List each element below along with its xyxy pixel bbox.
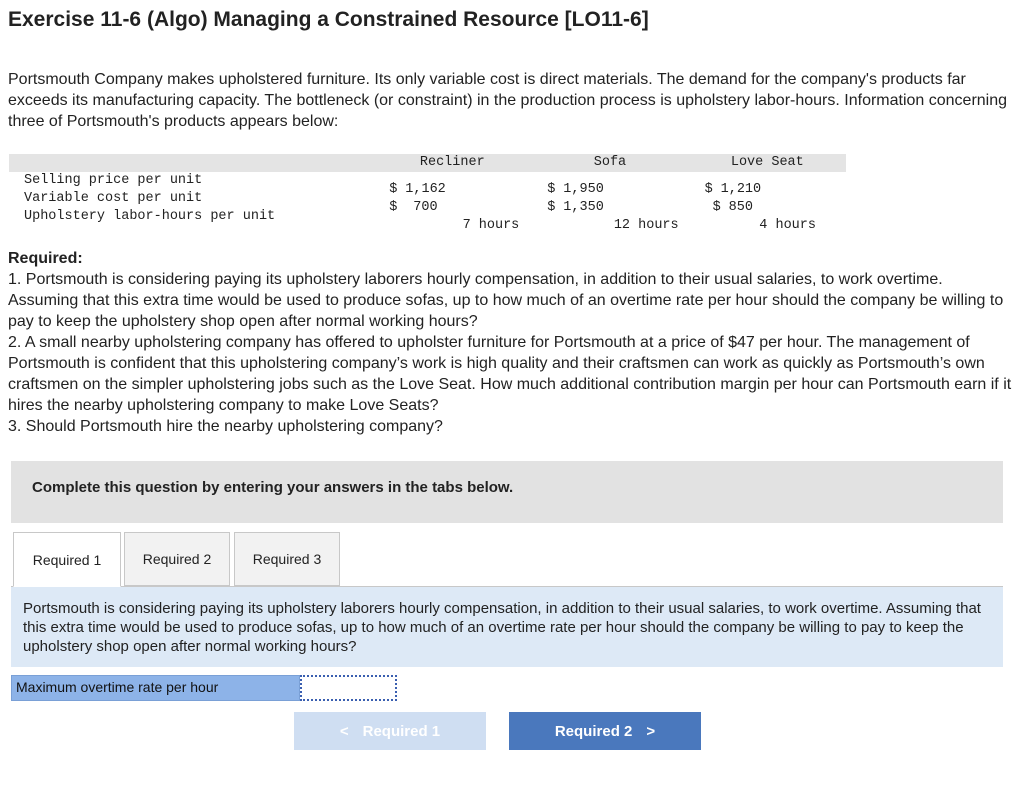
table-cell: 850 xyxy=(728,200,753,215)
tab-required-3[interactable]: Required 3 xyxy=(234,532,340,586)
currency-symbol: $ xyxy=(547,200,556,215)
table-cell: 12 hours xyxy=(613,218,679,233)
row-label: Upholstery labor-hours per unit xyxy=(24,209,276,224)
required-item-3: 3. Should Portsmouth hire the nearby upholstering company? xyxy=(8,418,443,435)
table-cell: 1,210 xyxy=(720,182,762,197)
column-header: Love Seat xyxy=(730,155,804,170)
currency-symbol: $ xyxy=(389,200,398,215)
table-row xyxy=(9,208,846,226)
table-cell: 700 xyxy=(413,200,438,215)
chevron-left-icon: < xyxy=(339,722,349,740)
table-cell: 1,162 xyxy=(405,182,446,197)
table-cell: 1,350 xyxy=(563,200,604,215)
intro-text: Portsmouth Company makes upholstered furniture. Its only variable cost is direct materials. The demand for the company's products far exceeds its manufacturing capacity. The bottleneck (or constraint) in the production process is upholstery labor-hours. Information concerning three of Portsmouth's products appears below: xyxy=(8,71,1008,130)
instruction-text: Complete this question by entering your answers in the tabs below. xyxy=(32,479,514,496)
column-header: Recliner xyxy=(419,155,485,170)
question-text: Portsmouth is considering paying its upholstery laborers hourly compensation, in addition to their usual salaries, to work overtime. Assuming that this extra time would be used to produce sofas, up to how much of an overtime rate per hour should the company be willing to pay to keep the upholstery shop open after normal working hours? xyxy=(11,587,1003,667)
table-cell: 4 hours xyxy=(759,218,816,233)
page-title: Exercise 11-6 (Algo) Managing a Constrained Resource [LO11-6] xyxy=(8,8,649,31)
required-section xyxy=(8,248,1013,437)
table-cell: 7 hours xyxy=(462,218,520,233)
required-heading: Required: xyxy=(8,250,83,267)
currency-symbol: $ xyxy=(389,182,398,197)
table-header-row xyxy=(9,154,846,172)
table-cell: 1,950 xyxy=(563,182,604,197)
currency-symbol: $ xyxy=(704,182,713,197)
table-row xyxy=(9,190,846,208)
product-table xyxy=(9,154,846,233)
currency-symbol: $ xyxy=(712,200,721,215)
next-tab-button[interactable] xyxy=(509,712,701,750)
currency-symbol: $ xyxy=(547,182,556,197)
next-button-label: Required 2 xyxy=(554,722,633,740)
table-row xyxy=(9,172,846,190)
prev-button-label: Required 1 xyxy=(362,722,441,740)
chevron-right-icon: > xyxy=(646,722,656,740)
row-label: Selling price per unit xyxy=(24,173,203,188)
overtime-rate-input[interactable] xyxy=(300,675,397,701)
instruction-bar xyxy=(11,461,1003,523)
prev-tab-button[interactable] xyxy=(294,712,486,750)
tab-required-1[interactable]: Required 1 xyxy=(13,532,121,587)
tab-required-2[interactable]: Required 2 xyxy=(124,532,230,586)
row-label: Variable cost per unit xyxy=(24,191,203,206)
answer-label: Maximum overtime rate per hour xyxy=(11,675,300,701)
required-item-1: 1. Portsmouth is considering paying its upholstery laborers hourly compensation, in addition to their usual salaries, to work overtime. Assuming that this extra time would be used to produce sofas, up to how much of an overtime rate per hour should the company be willing to pay to keep the upholstery shop open after normal working hours? xyxy=(8,271,1004,330)
required-item-2: 2. A small nearby upholstering company has offered to upholster furniture for Portsmouth at a price of $47 per hour. The management of Portsmouth is confident that this upholstering company’s work is high quality and their craftsmen can work as quickly as Portsmouth’s own craftsmen on the simpler upholstering jobs such as the Love Seat. How much additional contribution margin per hour can Portsmouth earn if it hires the nearby upholstering company to make Love Seats? xyxy=(8,334,1012,414)
column-header: Sofa xyxy=(593,155,627,170)
